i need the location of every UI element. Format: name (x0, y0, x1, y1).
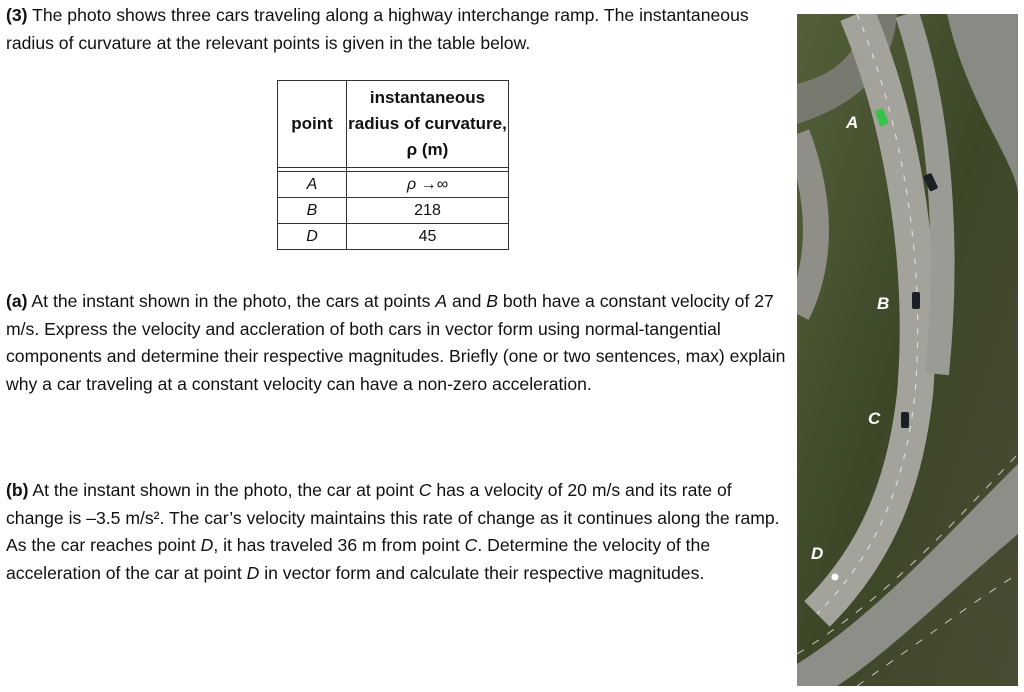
intro-text: The photo shows three cars traveling along a highway interchange ramp. The instantaneous radius of curvature at the relevant points is given in the table below. (6, 5, 749, 53)
curvature-table (277, 80, 509, 250)
interchange-illustration (797, 14, 1018, 686)
problem-number: (3) (6, 5, 28, 25)
problem-intro (6, 2, 766, 57)
car-dark (912, 292, 920, 309)
table-header-row (278, 81, 509, 168)
part-b-text: At the instant shown in the photo, the car at point (28, 480, 419, 500)
part-a-text: and (447, 291, 487, 311)
header-point: point (278, 81, 347, 168)
car-dark (901, 412, 909, 428)
row-radius: 45 (347, 224, 509, 250)
part-b-label: (b) (6, 480, 29, 500)
point-d-label: D (811, 544, 824, 563)
part-b-text: has a velocity of 20 m/s and its rate of change is –3.5 m/s². The car’s velocity maintains this rate of change as it continues along the ramp. As the car reaches point (6, 480, 780, 556)
header-radius: instantaneous radius of curvature, ρ (m) (347, 81, 509, 168)
part-b-text: , it has traveled 36 m from point (213, 535, 465, 556)
point-ref: C (418, 480, 432, 500)
part-b-text: in vector form and calculate their respective magnitudes. (259, 562, 705, 583)
interchange-photo (797, 14, 1018, 686)
point-ref: A (435, 291, 448, 311)
part-a-label: (a) (6, 291, 28, 311)
row-point: B (278, 198, 347, 224)
row-radius: 218 (347, 198, 509, 224)
part-b-text: . Determine the velocity of the acceleration of the car at point (6, 535, 711, 583)
point-c-label: C (868, 409, 881, 428)
table-row (278, 224, 509, 250)
table-row (278, 198, 509, 224)
part-b (6, 477, 786, 587)
part-a (6, 288, 786, 398)
point-b-label: B (877, 294, 890, 313)
point-a-label: A (846, 113, 859, 132)
row-point: D (278, 224, 347, 250)
part-a-text: both have a constant velocity of 27 m/s. Express the velocity and accleration of both cars in vector form using normal-tangential components and determine their respective magnitudes. Briefly (one or two sentences, max) explain why a car traveling at a constant velocity can have a non-zero acceleration. (6, 291, 786, 394)
point-ref: C (464, 535, 478, 556)
point-ref: D (200, 535, 214, 556)
table-row (278, 172, 509, 198)
row-point: A (278, 172, 347, 198)
point-ref: B (486, 291, 498, 311)
part-a-text: At the instant shown in the photo, the cars at points (27, 291, 436, 311)
point-ref: D (246, 562, 260, 583)
point-d-marker (832, 574, 839, 581)
row-radius: ρ →∞ (347, 172, 509, 198)
